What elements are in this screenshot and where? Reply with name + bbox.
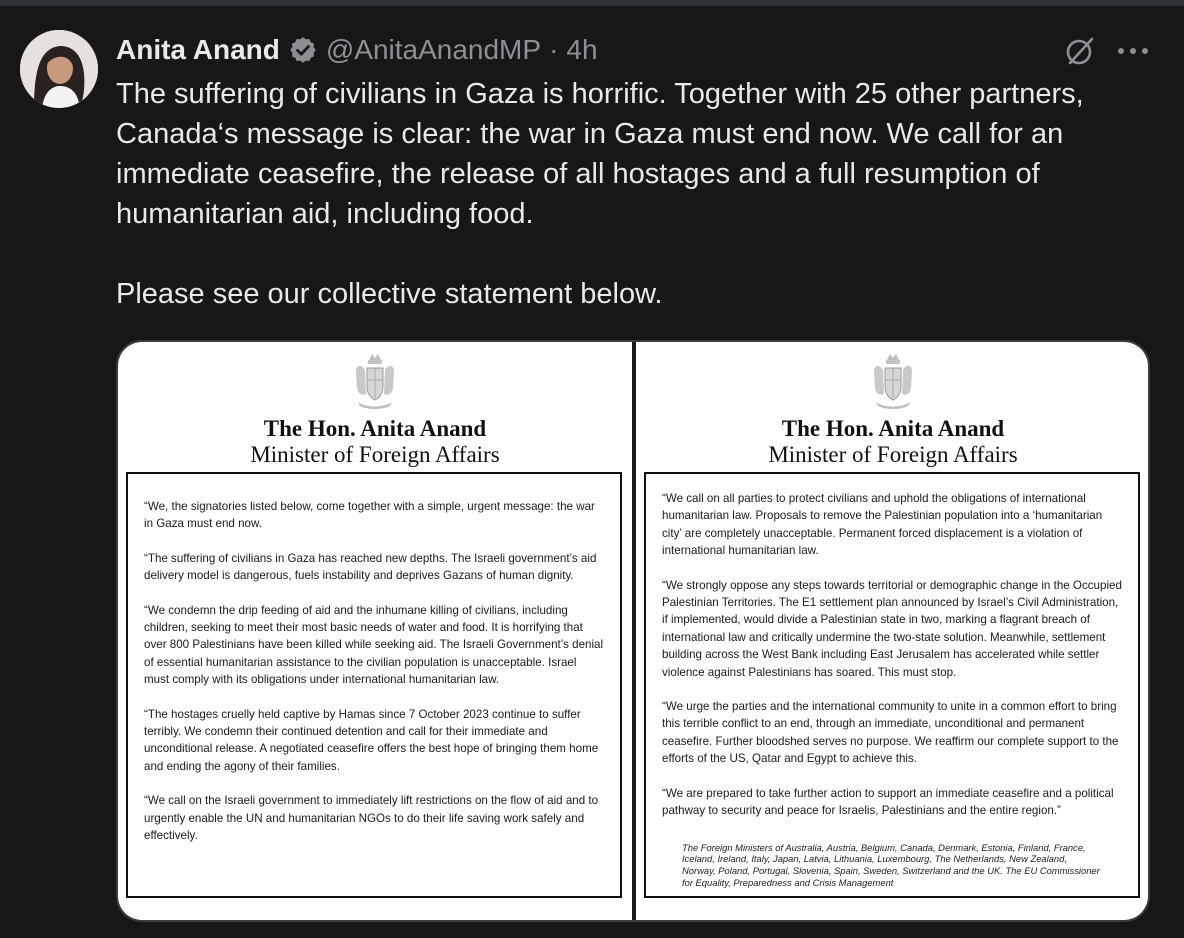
statement-paragraph: “We call on the Israeli government to immediately lift restrictions on the flow of aid and to urgently enable the UN and humanitarian NGOs to do their life saving work safely and effectively. [144,794,599,843]
post-paragraph: The suffering of civilians in Gaza is horrific. Together with 25 other partners, Canada‘s message is clear: the war in Gaza must end now. We call for an immediate ceasefire, the release of all hostages and a full resumption of humanitarian aid, including food. [116,78,1084,230]
statement-paragraph: “We, the signatories listed below, come together with a simple, urgent message: the war in Gaza must end now. [144,500,595,531]
statement-paragraph: “The suffering of civilians in Gaza has reached new depths. The Israeli government’s aid delivery model is dangerous, fuels instability and deprives Gazans of human dignity. [144,551,597,583]
coat-of-arms-icon [870,350,916,412]
post-time[interactable]: 4h [566,34,598,65]
coat-of-arms-icon [352,350,398,412]
signatories-list: The Foreign Ministers of Australia, Austria, Belgium, Canada, Denmark, Estonia, Finland, France, Iceland, Ireland, Italy, Japan, Latvia, Lithuania, Luxembourg, The Netherlands, New Zealand, Norway, Poland, Portugal, Slovenia, Spain, Sweden, Switzerland and the UK. The EU Commissioner for Equality, Preparedness and Crisis Management [682,841,1100,888]
office-name: The Hon. Anita Anand [781,416,1005,441]
office-title: Minister of Foreign Affairs [250,442,500,467]
post-text [116,74,1166,314]
verified-badge-icon [288,35,318,65]
statement-box [644,472,1140,898]
post-paragraph: Please see our collective statement below. [116,278,663,310]
media-attachment[interactable] [116,340,1150,922]
statement-paragraph: “We condemn the drip feeding of aid and the inhumane killing of civilians, including children, seeking to meet their most basic needs of water and food. It is horrifying that over 800 Palestinians have been killed while seeking aid. The Israeli Government’s denial of essential humanitarian assistance to the civilian population is unacceptable. Israel must comply with its obligations under international humanitarian law. [144,603,604,687]
author-handle[interactable]: @AnitaAnandMP [325,34,542,65]
statement-paragraph: “We are prepared to take further action to support an immediate ceasefire and a political pathway to security and peace for Israelis, Palestinians and the entire region.” [662,786,1114,818]
office-name: The Hon. Anita Anand [263,416,487,441]
statement-page-2[interactable] [636,342,1150,920]
top-divider [0,0,1184,6]
more-options-icon[interactable] [1116,44,1150,58]
author-name[interactable]: Anita Anand [116,34,280,65]
separator-dot: · [549,34,559,65]
grok-icon[interactable] [1063,34,1097,68]
office-title: Minister of Foreign Affairs [768,442,1018,467]
avatar[interactable] [20,30,98,108]
statement-page-1[interactable] [118,342,632,920]
statement-paragraph: “We urge the parties and the international community to unite in a common effort to bring this terrible conflict to an end, through an immediate, unconditional and permanent ceasefire. Further bloodshed serves no purpose. We reaffirm our complete support to the efforts of the US, Qatar and Egypt to achieve this. [662,700,1119,766]
post-header [116,30,598,70]
statement-box [126,472,622,898]
statement-paragraph: “We strongly oppose any steps towards territorial or demographic change in the Occupied Palestinian Territories. The E1 settlement plan announced by Israel’s Civil Administration, if implemented, would divide a Palestinian state in two, marking a flagrant breach of international law and critically undermine the two-state solution. Meanwhile, settlement building across the West Bank including East Jerusalem has accelerated while settler violence against Palestinians has soared. This must stop. [662,578,1122,679]
statement-paragraph: “We call on all parties to protect civilians and uphold the obligations of international humanitarian law. Proposals to remove the Palestinian population into a ‘humanitarian city’ are completely unacceptable. Permanent forced displacement is a violation of international humanitarian law. [662,492,1103,558]
statement-paragraph: “The hostages cruelly held captive by Hamas since 7 October 2023 continue to suffer terribly. We condemn their continued detention and call for their immediate and unconditional release. A negotiated ceasefire offers the best hope of bringing them home and ending the agony of their families. [144,707,599,773]
